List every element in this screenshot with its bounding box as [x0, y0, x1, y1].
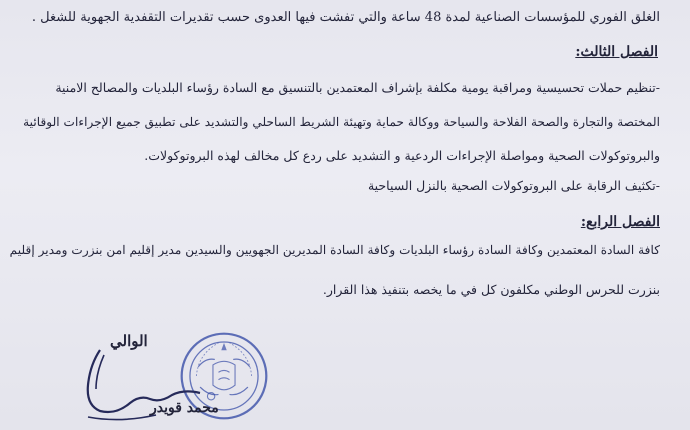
- handwritten-signature: [60, 345, 210, 430]
- section-three-line: والبروتوكولات الصحية ومواصلة الإجراءات الردعية و التشديد على ردع كل مخالف لهذه البروتوكولات.: [144, 148, 660, 163]
- section-four-line: بنزرت للحرس الوطني مكلفون كل في ما يخصه بتنفيذ هذا القرار.: [322, 282, 660, 297]
- section-three-heading: الفصل الثالث:: [575, 44, 658, 60]
- signatory-title: الوالي: [110, 332, 148, 350]
- text-line-closure: الغلق الفوري للمؤسسات الصناعية لمدة 48 ساعة والتي تفشت فيها العدوى حسب تقديرات التقفدية الجهوية للشغل .: [31, 10, 660, 25]
- section-three-line: -تكثيف الرقابة على البروتوكولات الصحية بالنزل السياحية: [367, 178, 660, 193]
- section-three-line: -تنظيم حملات تحسيسية ومراقبة يومية مكلفة بإشراف المعتمدين بالتنسيق مع السادة رؤساء البلديات والمصالح الامنية: [55, 80, 660, 95]
- section-three-line: المختصة والتجارة والصحة الفلاحة والسياحة ووكالة حماية وتهيئة الشريط الساحلي والتشديد على تطبيق جميع الإجراءات الوقائية: [23, 115, 660, 129]
- section-four-heading: الفصل الرابع:: [580, 214, 660, 230]
- signatory-name: محمد قويدر: [150, 400, 219, 416]
- section-four-line: كافة السادة المعتمدين وكافة السادة رؤساء البلديات وكافة السادة المديرين الجهويين والسيدين مدير إقليم امن بنزرت ومدير إقليم: [9, 243, 660, 257]
